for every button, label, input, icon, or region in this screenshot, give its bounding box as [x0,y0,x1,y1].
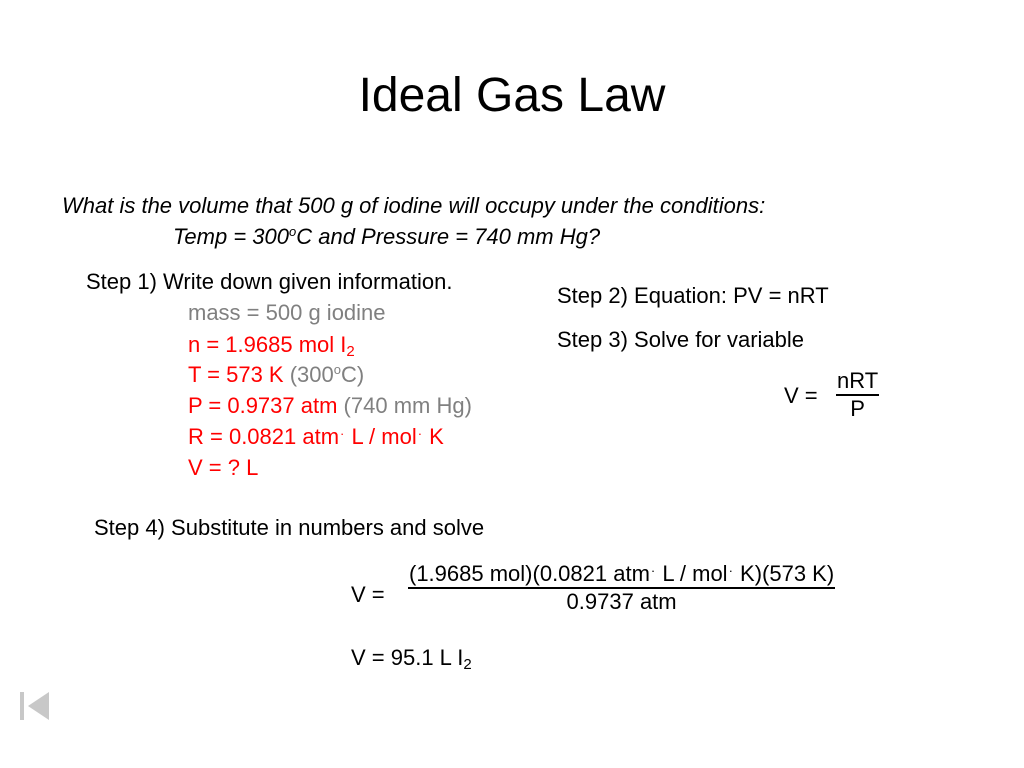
step3-lhs: V = [784,383,818,408]
step3-denominator: P [850,396,865,421]
step4-fraction [408,561,835,615]
given-volume: V = ? L [188,455,259,480]
first-slide-button[interactable] [18,690,52,722]
question-line-1: What is the volume that 500 g of iodine will occupy under the conditions: [62,193,766,218]
given-temperature: T = 573 K (300$^o$C) [188,362,365,387]
step4-numerator: (1.9685 mol)(0.0821 atm· L / mol· K)(573 K) [408,561,835,589]
step3-fraction [836,368,879,422]
given-mass: mass = 500 g iodine [188,300,386,325]
final-result: V = 95.1 L $I_2$ [351,645,472,673]
step3-label: Step 3) Solve for variable [557,327,805,352]
given-pressure: P = 0.9737 atm (740 mm Hg) [188,393,472,418]
step3-numerator: nRT [836,368,879,396]
step2-label: Step 2) Equation: PV = nRT [557,283,829,308]
page-title: Ideal Gas Law [358,69,666,122]
given-gas-constant: R = 0.0821 atm· L / mol· K [188,424,444,449]
first-slide-icon [18,690,52,722]
given-moles: n = 1.9685 mol $I_2$ [188,332,355,360]
question-line-2: Temp = $300^oC$ and Pressure = 740 mm Hg? [173,224,601,249]
step4-denominator: 0.9737 atm [566,589,677,614]
step4-lhs: V = [351,582,385,607]
step1-label: Step 1) Write down given information. [86,269,453,294]
step4-label: Step 4) Substitute in numbers and solve [94,515,485,540]
